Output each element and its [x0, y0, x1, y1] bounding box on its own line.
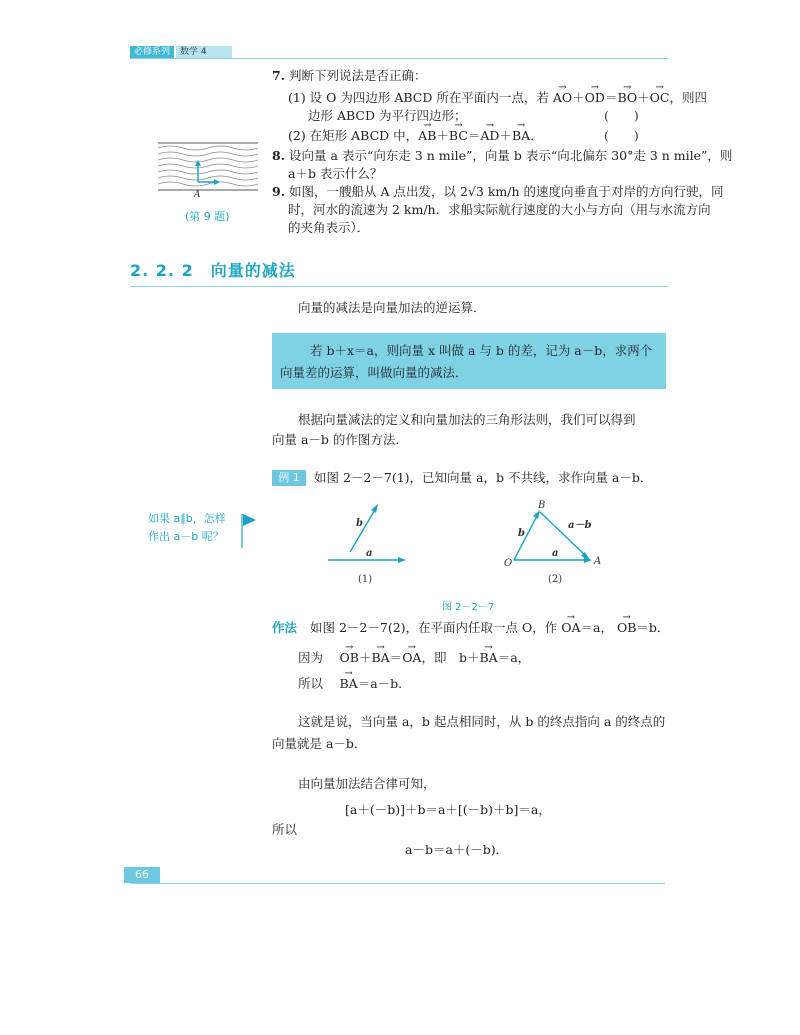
- so-label: 所以: [272, 822, 298, 837]
- series-tag: 必修系列: [130, 46, 174, 58]
- side-note: 如果 a∥b，怎样 作出 a－b 呢？: [148, 512, 226, 543]
- problem-7: 7. 判断下列说法是否正确：: [272, 68, 427, 83]
- problem-7-1-cont: 边形 ABCD 为平行四边形；: [308, 108, 467, 123]
- method-because: 因为 → OB＋→ BA＝→ OA，即 b＋→ BA＝a，: [298, 648, 530, 668]
- fig1-sub: (1): [358, 574, 373, 585]
- definition-line-1: 若 b＋x＝a，则向量 x 叫做 a 与 b 的差，记为 a－b，求两个: [310, 343, 653, 358]
- paragraph-line-2: 向量 a－b 的作图方法．: [272, 432, 408, 447]
- method-so: 所以 → BA＝a－b．: [298, 674, 411, 694]
- method-line-1: 如图 2－2－7(2)，在平面内任取一点 O，作 → OA＝a， → OB＝b．: [310, 618, 669, 638]
- fig2-label-A: A: [594, 556, 602, 567]
- equation-2: a－b＝a＋(－b)．: [405, 842, 509, 857]
- figure-2-2-7: [328, 498, 618, 596]
- fig2-label-a: a: [552, 548, 559, 559]
- example-text: 如图 2－2－7(1)，已知向量 a，b 不共线，求作向量 a－b．: [314, 470, 653, 485]
- assoc-line: 由向量加法结合律可知，: [298, 776, 436, 791]
- fig2-sub: (2): [548, 574, 563, 585]
- header-rule: [130, 58, 668, 59]
- fig1-label-b: b: [356, 518, 363, 529]
- problem-9: 9. 如图，一艘船从 A 点出发，以 2√3 km/h 的速度向垂直于对岸的方向行驶，同: [272, 184, 724, 199]
- fig9-caption: (第 9 题): [185, 210, 230, 223]
- fig1-label-a: a: [366, 548, 373, 559]
- section-rule: [130, 286, 668, 287]
- flag-icon: [236, 512, 260, 552]
- definition-line-2: 向量差的运算，叫做向量的减法．: [280, 365, 468, 380]
- fig2-label-b: b: [518, 528, 525, 539]
- fig2-label-a-minus-b: a－b: [568, 520, 592, 531]
- section-title: 2. 2. 2 向量的减法: [130, 261, 296, 280]
- definition-box: [272, 333, 666, 389]
- problem-7-2: (2) 在矩形 ABCD 中，→ AB＋→ BC＝→ AD＋→ BA．: [288, 126, 543, 146]
- explain-line-2: 向量就是 a－b．: [272, 736, 367, 751]
- answer-paren-2: ( ): [604, 128, 639, 143]
- figure-caption: 图 2－2－7: [442, 602, 495, 613]
- book-tag: 数学 4: [176, 46, 232, 58]
- page-number: 66: [124, 867, 160, 883]
- method-title: 作法: [272, 620, 298, 635]
- section-intro: 向量的减法是向量加法的逆运算．: [298, 300, 486, 315]
- answer-paren-1: ( ): [604, 108, 639, 123]
- explain-line-1: 这就是说，当向量 a，b 起点相同时，从 b 的终点指向 a 的终点的: [298, 714, 666, 729]
- fig2-label-B: B: [538, 500, 546, 511]
- fig2-label-O: O: [504, 558, 513, 569]
- problem-8-cont: a＋b 表示什么？: [288, 166, 383, 181]
- fig9-label-A: A: [194, 190, 201, 200]
- problem-8: 8. 设向量 a 表示“向东走 3 n mile”，向量 b 表示“向北偏东 30°走 3 n mile”，则: [272, 148, 733, 163]
- problem-9-cont2: 的夹角表示）．: [288, 220, 370, 235]
- example-badge: 例 1: [272, 470, 306, 486]
- paragraph-line-1: 根据向量减法的定义和向量加法的三角形法则，我们可以得到: [298, 412, 636, 427]
- problem-7-1: (1) 设 O 为四边形 ABCD 所在平面内一点，若 → AO＋→ OD＝→ BO＋→ OC，则四: [288, 88, 707, 108]
- problem-9-cont1: 时，河水的流速为 2 km/h．求船实际航行速度的大小与方向（用与水流方向: [288, 202, 711, 217]
- equation-1: [a＋(－b)]＋b＝a＋[(－b)＋b]＝a，: [345, 802, 551, 817]
- river-figure: [158, 142, 258, 200]
- footer-rule: [130, 883, 665, 884]
